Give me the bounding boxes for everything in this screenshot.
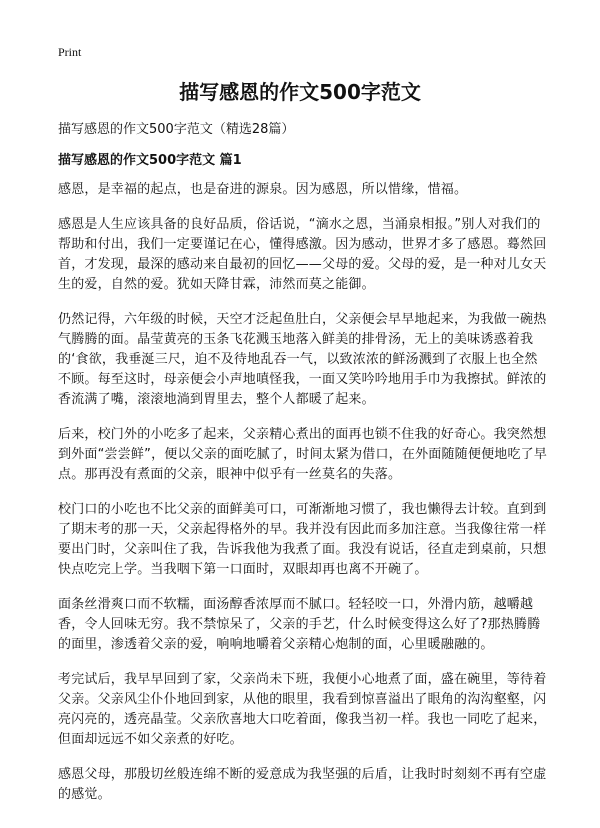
paragraph: 仍然记得，六年级的时候，天空才泛起鱼肚白，父亲便会早早地起来，为我做一碗热气腾腾的面。晶莹黄亮的玉条飞花溅玉地落入鲜美的排骨汤，无上的美味诱惑着我的‘食欲，我垂涎三尺，迫不及待地乱吞一气，以致浓浓的鲜汤溅到了衣服上也全然不顾。每至这时，母亲便会小声地嗔怪我，一面又笑吟吟地用手巾为我擦拭。鲜浓的香流满了嘴，滚滚地淌到胃里去，整个人都暖了起来。 <box>58 312 547 407</box>
article-body <box>58 180 548 820</box>
paragraph: 感恩父母，那殷切丝般连绵不断的爱意成为我坚强的后盾，让我时时刻刻不再有空虚的感觉。 <box>58 767 547 802</box>
paragraph: 面条丝滑爽口而不软糯，面汤醇香浓厚而不腻口。轻轻咬一口，外滑内筋，越嚼越香，令人回味无穷。我不禁惊呆了，父亲的手艺，什么时候变得这么好了?那热腾腾的面里，渗透着父亲的爱，响响地嚼着父亲精心炮制的面，心里暖融融的。 <box>58 597 541 652</box>
paragraph: 后来，校门外的小吃多了起来，父亲精心煮出的面再也锁不住我的好奇心。我突然想到外面“尝尝鲜”，便以父亲的面吃腻了，时间太紧为借口，在外面随随便便地吃了早点。那再没有煮面的父亲，眼神中似乎有一丝莫名的失落。 <box>58 427 548 482</box>
print-label: Print <box>58 45 82 59</box>
paragraph: 考完试后，我早早回到了家，父亲尚未下班，我便小心地煮了面，盛在碗里，等待着父亲。父亲风尘仆仆地回到家，从他的眼里，我看到惊喜溢出了眼角的沟沟壑壑，闪亮闪亮的，透亮晶莹。父亲欣喜地大口吃着面，像我当初一样。我也一同吃了起来，但面却远远不如父亲煮的好吃。 <box>58 672 547 747</box>
document-title: 描写感恩的作文500字范文 <box>179 80 421 104</box>
paragraph: 感恩，是幸福的起点，也是奋进的源泉。因为感恩，所以惜缘，惜福。 <box>58 182 468 197</box>
paragraph: 校门口的小吃也不比父亲的面鲜美可口，可渐渐地习惯了，我也懒得去计较。直到到了期末考的那一天，父亲起得格外的早。我并没有因此而多加注意。当我像往常一样要出门时，父亲叫住了我，告诉我他为我煮了面。我没有说话，径直走到桌前，只想快点吃完上学。当我咽下第一口面时，双眼却再也离不开碗了。 <box>58 502 547 577</box>
paragraph: 感恩是人生应该具备的良好品质，俗话说，“滴水之恩，当涌泉相报。”别人对我们的帮助和付出，我们一定要谨记在心，懂得感激。因为感动，世界才多了感恩。蓦然回首，才发现，最深的感动来自最初的回忆——父母的爱。父母的爱，是一种对儿女天生的爱，自然的爱。犹如天降甘霖，沛然而莫之能御。 <box>58 217 547 292</box>
document-subtitle: 描写感恩的作文500字范文（精选28篇） <box>58 122 295 137</box>
section-heading: 描写感恩的作文500字范文 篇1 <box>58 153 242 168</box>
